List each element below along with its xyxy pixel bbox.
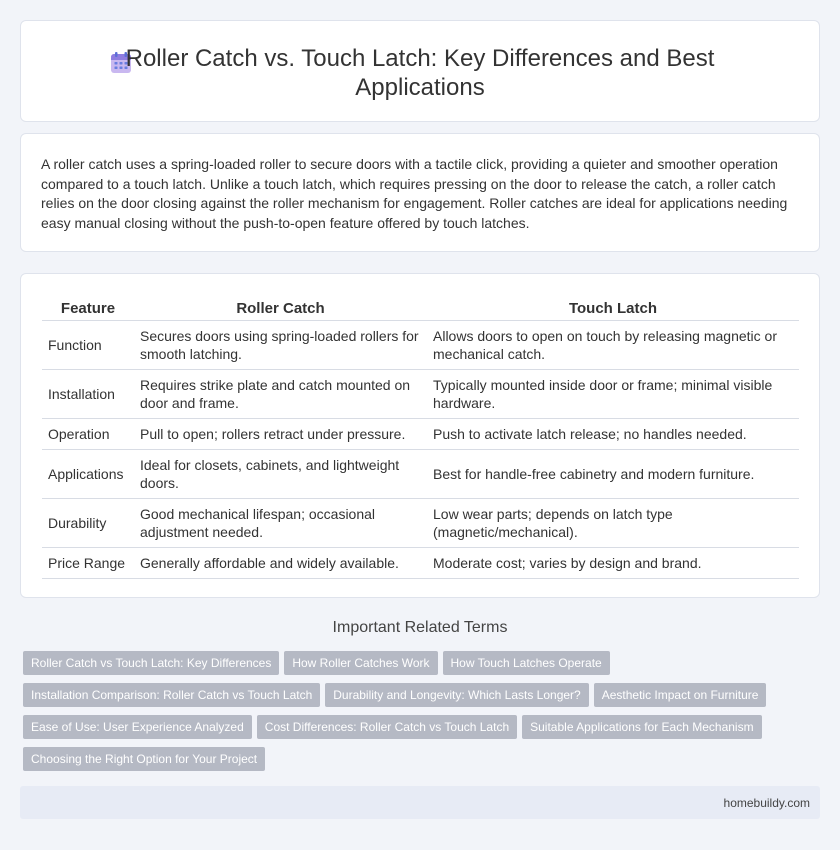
- column-header-feature: Feature: [42, 294, 134, 320]
- roller-catch-cell: Ideal for closets, cabinets, and lightweight doors.: [134, 449, 427, 498]
- roller-catch-cell: Generally affordable and widely available.: [134, 547, 427, 578]
- related-term-tag[interactable]: Ease of Use: User Experience Analyzed: [23, 715, 252, 739]
- related-terms-heading: Important Related Terms: [332, 619, 508, 636]
- feature-cell: Applications: [42, 449, 134, 498]
- intro-card: [20, 133, 820, 252]
- related-term-tag[interactable]: How Roller Catches Work: [284, 651, 437, 675]
- table-row: [42, 498, 799, 547]
- touch-latch-cell: Allows doors to open on touch by releasing magnetic or mechanical catch.: [427, 320, 799, 369]
- table-header-row: [42, 294, 799, 320]
- related-term-tag[interactable]: Roller Catch vs Touch Latch: Key Differences: [23, 651, 279, 675]
- related-terms-list: [23, 651, 813, 779]
- feature-cell: Price Range: [42, 547, 134, 578]
- related-term-tag[interactable]: Cost Differences: Roller Catch vs Touch Latch: [257, 715, 517, 739]
- column-header-touch-latch: Touch Latch: [427, 294, 799, 320]
- related-term-tag[interactable]: Choosing the Right Option for Your Project: [23, 747, 265, 771]
- column-header-roller-catch: Roller Catch: [134, 294, 427, 320]
- table-row: [42, 547, 799, 578]
- roller-catch-cell: Requires strike plate and catch mounted on door and frame.: [134, 369, 427, 418]
- table-row: [42, 320, 799, 369]
- footer-site-link[interactable]: homebuildy.com: [723, 796, 810, 810]
- feature-cell: Durability: [42, 498, 134, 547]
- touch-latch-cell: Best for handle-free cabinetry and modern furniture.: [427, 449, 799, 498]
- feature-cell: Function: [42, 320, 134, 369]
- touch-latch-cell: Push to activate latch release; no handles needed.: [427, 418, 799, 449]
- roller-catch-cell: Pull to open; rollers retract under pressure.: [134, 418, 427, 449]
- feature-cell: Operation: [42, 418, 134, 449]
- related-term-tag[interactable]: How Touch Latches Operate: [443, 651, 610, 675]
- footer: [20, 786, 820, 819]
- intro-paragraph: A roller catch uses a spring-loaded roller to secure doors with a tactile click, providing a quieter and smoother operation compared to a touch latch. Unlike a touch latch, which requires pressing on the door to release the catch, a roller catch relies on the door closing against the roller mechanism for engagement. Roller catches are ideal for applications needing easy manual closing without the push-to-open feature offered by touch latches.: [41, 156, 788, 231]
- touch-latch-cell: Moderate cost; varies by design and brand.: [427, 547, 799, 578]
- feature-cell: Installation: [42, 369, 134, 418]
- related-term-tag[interactable]: Suitable Applications for Each Mechanism: [522, 715, 761, 739]
- title-card: [20, 20, 820, 122]
- related-term-tag[interactable]: Durability and Longevity: Which Lasts Longer?: [325, 683, 588, 707]
- table-row: [42, 369, 799, 418]
- table-row: [42, 449, 799, 498]
- table-row: [42, 418, 799, 449]
- page-title: Roller Catch vs. Touch Latch: Key Differences and Best Applications: [125, 45, 715, 101]
- touch-latch-cell: Typically mounted inside door or frame; minimal visible hardware.: [427, 369, 799, 418]
- roller-catch-cell: Good mechanical lifespan; occasional adjustment needed.: [134, 498, 427, 547]
- related-term-tag[interactable]: Aesthetic Impact on Furniture: [594, 683, 767, 707]
- roller-catch-cell: Secures doors using spring-loaded rollers for smooth latching.: [134, 320, 427, 369]
- comparison-table-card: [20, 273, 820, 598]
- comparison-table: [42, 294, 799, 579]
- related-term-tag[interactable]: Installation Comparison: Roller Catch vs Touch Latch: [23, 683, 320, 707]
- touch-latch-cell: Low wear parts; depends on latch type (magnetic/mechanical).: [427, 498, 799, 547]
